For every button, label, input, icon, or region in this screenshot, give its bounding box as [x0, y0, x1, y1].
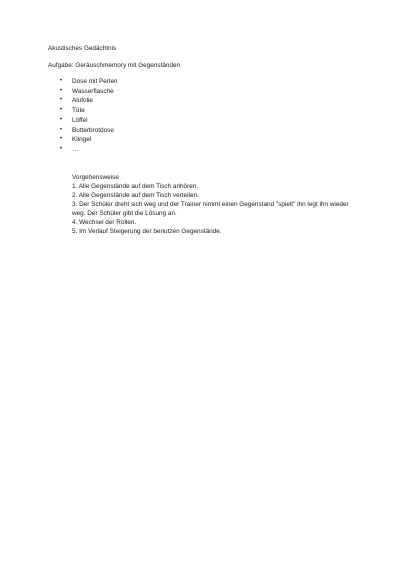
procedure-step: 5. Im Verlauf Steigerung der benutzen Gegenstände.	[72, 228, 222, 235]
procedure-heading: Vorgehensweise	[72, 174, 119, 181]
list-item	[60, 96, 117, 106]
list-item	[60, 106, 117, 116]
bullet-icon: •	[60, 116, 63, 123]
list-item-label: …	[72, 145, 79, 153]
list-item	[60, 126, 117, 136]
bullet-icon: •	[60, 87, 63, 94]
list-item-label: Wasserflasche	[72, 87, 114, 95]
item-list	[60, 77, 117, 155]
list-item-label: Klingel	[72, 136, 92, 144]
list-item-label: Dose mit Perlen	[72, 78, 118, 85]
bullet-icon: •	[60, 126, 63, 133]
procedure-step: 1. Alle Gegenstände auf dem Tisch anhören.	[72, 183, 199, 190]
bullet-icon: •	[60, 78, 63, 84]
task-description: Aufgabe: Geräuschmemory mit Gegenständen	[48, 62, 181, 69]
procedure-step: 4. Wechsel der Rollen.	[72, 219, 137, 226]
list-item-label: Alufolie	[72, 97, 93, 105]
list-item	[60, 116, 117, 126]
list-item-label: Butterbrotdose	[72, 126, 114, 134]
bullet-icon: •	[60, 145, 63, 152]
bullet-icon: •	[60, 97, 63, 104]
bullet-icon: •	[60, 107, 63, 114]
list-item-label: Löffel	[72, 116, 88, 124]
procedure-step: 2. Alle Gegenstände auf dem Tisch verteilen.	[72, 192, 199, 199]
list-item	[60, 145, 117, 155]
document-title: Akustisches Gedächtnis	[48, 45, 117, 52]
procedure-section	[72, 173, 352, 236]
list-item	[60, 87, 117, 97]
bullet-icon: •	[60, 136, 63, 143]
list-item	[60, 135, 117, 145]
list-item	[60, 77, 117, 87]
procedure-step: 3. Der Schüler dreht sich weg und der Trainer nimmt einen Gegenstand "spielt" ihn legt ihn wieder weg. Der Schüler gibt die Lösung an.	[72, 201, 349, 217]
list-item-label: Tüte	[72, 107, 85, 115]
